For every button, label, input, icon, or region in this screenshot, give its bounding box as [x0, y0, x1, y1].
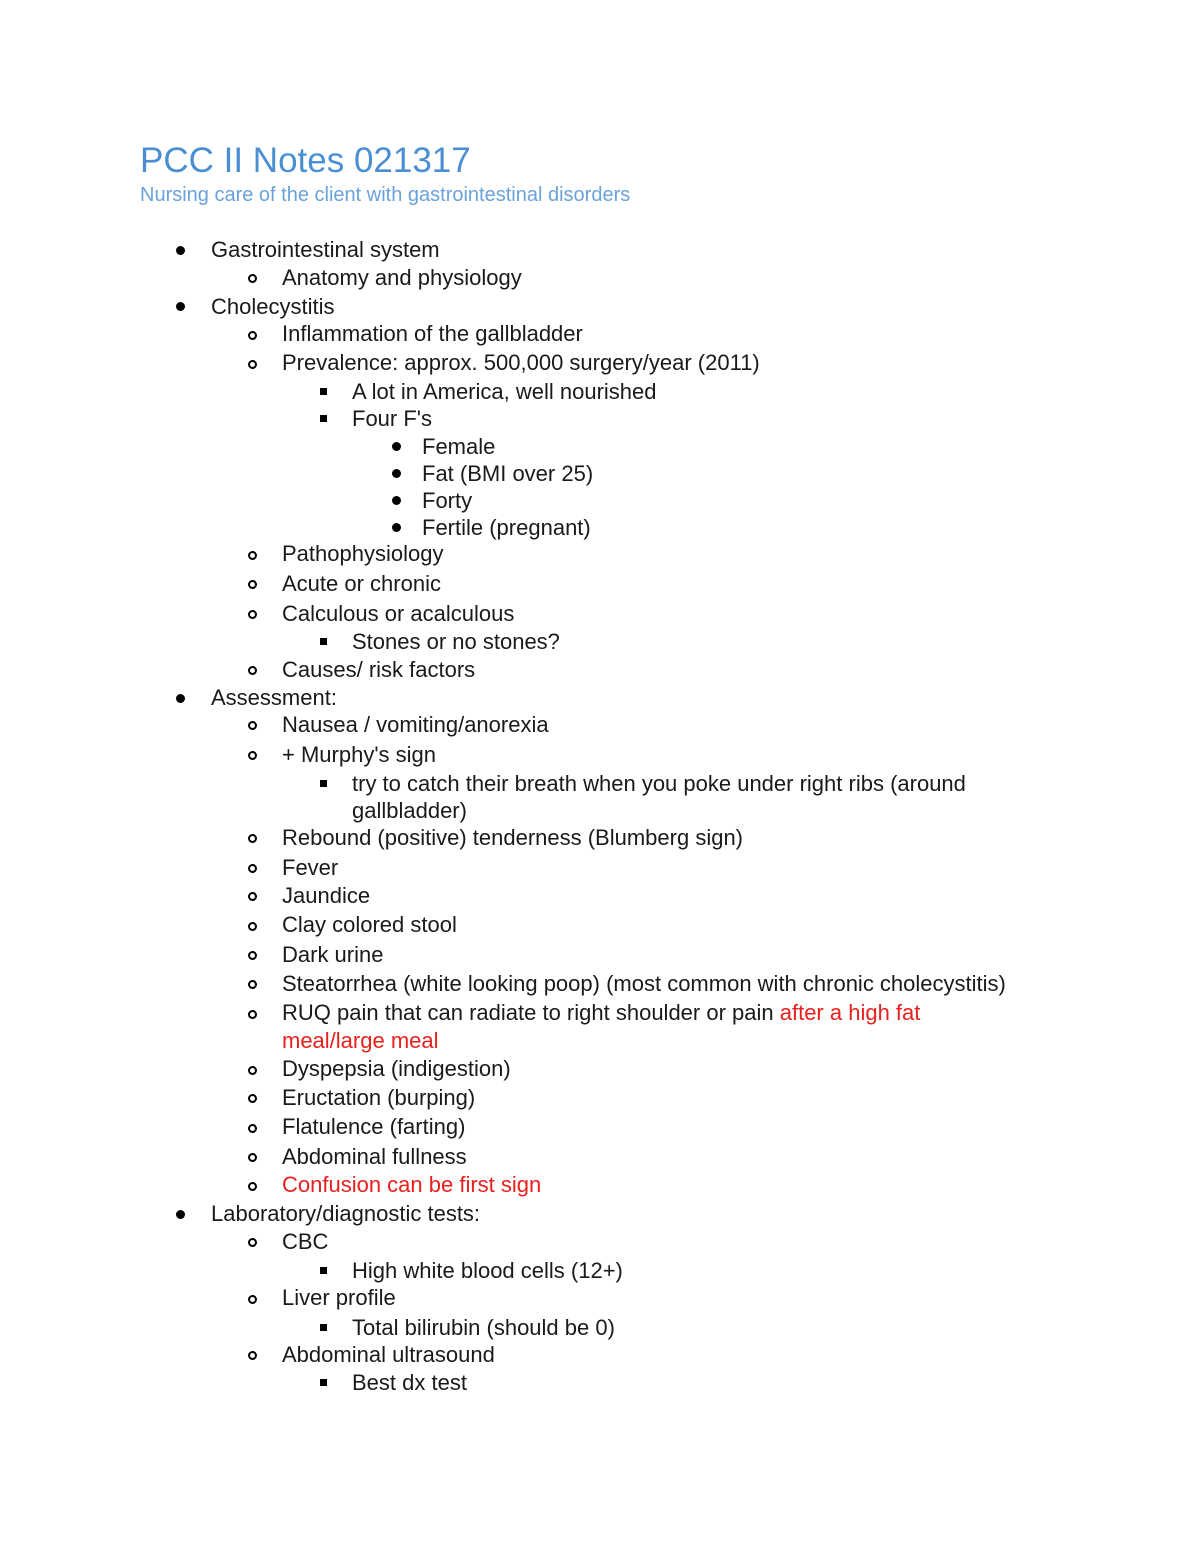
- list-item-white-blood-cells: High white blood cells (12+): [352, 1258, 623, 1283]
- list-item-america: A lot in America, well nourished: [352, 379, 657, 404]
- bullet-circle-icon: [248, 1066, 257, 1075]
- list-item-female: Female: [422, 434, 496, 459]
- list-item-anatomy: Anatomy and physiology: [282, 265, 522, 290]
- list-item-confusion: Confusion can be first sign: [282, 1172, 542, 1197]
- list-item-acute-chronic: Acute or chronic: [282, 571, 441, 596]
- bullet-circle-icon: [248, 1153, 257, 1162]
- bullet-circle-icon: [248, 666, 257, 675]
- ruq-pain-highlight: after a high fat: [779, 1000, 921, 1025]
- list-item-fat: Fat (BMI over 25): [422, 461, 594, 486]
- list-item-fever: Fever: [282, 855, 339, 880]
- bullet-circle-icon: [248, 834, 257, 843]
- bullet-disc-icon: [176, 302, 185, 311]
- bullet-disc-icon: [176, 1210, 185, 1219]
- bullet-square-icon: [320, 388, 327, 395]
- list-item-ruq-pain: [282, 1000, 920, 1026]
- list-item-best-test: Best dx test: [352, 1370, 467, 1395]
- list-item-bilirubin: Total bilirubin (should be 0): [352, 1315, 615, 1340]
- list-item-clay-stool: Clay colored stool: [282, 912, 457, 937]
- list-item-stones: Stones or no stones?: [352, 629, 560, 654]
- list-item-jaundice: Jaundice: [282, 883, 371, 908]
- list-item-calculous: Calculous or acalculous: [282, 601, 515, 626]
- list-item-rebound: Rebound (positive) tenderness (Blumberg sign): [282, 825, 744, 850]
- page-title: PCC II Notes 021317: [140, 141, 471, 180]
- list-item-four-fs: Four F's: [352, 406, 432, 431]
- bullet-disc-icon: [176, 246, 185, 255]
- list-item-murphys-sign: + Murphy's sign: [282, 742, 436, 767]
- bullet-circle-icon: [248, 980, 257, 989]
- list-item-gastrointestinal-system: Gastrointestinal system: [211, 237, 440, 262]
- bullet-disc-icon: [392, 442, 401, 451]
- bullet-circle-icon: [248, 1182, 257, 1191]
- bullet-disc-icon: [176, 694, 185, 703]
- bullet-circle-icon: [248, 751, 257, 760]
- list-item-ultrasound: Abdominal ultrasound: [282, 1342, 495, 1367]
- list-item-dark-urine: Dark urine: [282, 942, 384, 967]
- bullet-square-icon: [320, 1267, 327, 1274]
- list-item-fertile: Fertile (pregnant): [422, 515, 591, 540]
- bullet-circle-icon: [248, 864, 257, 873]
- bullet-circle-icon: [248, 1351, 257, 1360]
- list-item-assessment: Assessment:: [211, 685, 337, 710]
- list-item-causes: Causes/ risk factors: [282, 657, 476, 682]
- bullet-circle-icon: [248, 1010, 257, 1019]
- bullet-circle-icon: [248, 580, 257, 589]
- bullet-circle-icon: [248, 274, 257, 283]
- list-item-abdominal-fullness: Abdominal fullness: [282, 1144, 467, 1169]
- list-item-eructation: Eructation (burping): [282, 1085, 476, 1110]
- ruq-pain-highlight-continued: meal/large meal: [282, 1028, 439, 1053]
- ruq-pain-text: RUQ pain that can radiate to right shoulder or pain: [282, 1000, 780, 1025]
- bullet-square-icon: [320, 780, 327, 787]
- list-item-catch-breath-continued: gallbladder): [352, 798, 467, 823]
- bullet-disc-icon: [392, 523, 401, 532]
- list-item-pathophysiology: Pathophysiology: [282, 541, 444, 566]
- bullet-circle-icon: [248, 721, 257, 730]
- bullet-square-icon: [320, 415, 327, 422]
- list-item-prevalence: Prevalence: approx. 500,000 surgery/year (2011): [282, 350, 760, 375]
- list-item-catch-breath: try to catch their breath when you poke under right ribs (around: [352, 771, 966, 796]
- list-item-laboratory: Laboratory/diagnostic tests:: [211, 1201, 481, 1226]
- list-item-dyspepsia: Dyspepsia (indigestion): [282, 1056, 511, 1081]
- bullet-square-icon: [320, 638, 327, 645]
- bullet-circle-icon: [248, 1238, 257, 1247]
- list-item-steatorrhea: Steatorrhea (white looking poop) (most common with chronic cholecystitis): [282, 971, 1006, 996]
- list-item-nausea: Nausea / vomiting/anorexia: [282, 712, 549, 737]
- list-item-inflammation: Inflammation of the gallbladder: [282, 321, 583, 346]
- bullet-square-icon: [320, 1379, 327, 1386]
- bullet-circle-icon: [248, 951, 257, 960]
- bullet-circle-icon: [248, 1124, 257, 1133]
- list-item-flatulence: Flatulence (farting): [282, 1114, 466, 1139]
- bullet-circle-icon: [248, 360, 257, 369]
- bullet-circle-icon: [248, 551, 257, 560]
- bullet-circle-icon: [248, 331, 257, 340]
- bullet-disc-icon: [392, 469, 401, 478]
- bullet-disc-icon: [392, 496, 401, 505]
- list-item-cbc: CBC: [282, 1229, 329, 1254]
- bullet-circle-icon: [248, 892, 257, 901]
- bullet-square-icon: [320, 1324, 327, 1331]
- bullet-circle-icon: [248, 922, 257, 931]
- bullet-circle-icon: [248, 1094, 257, 1103]
- list-item-cholecystitis: Cholecystitis: [211, 294, 335, 319]
- list-item-liver-profile: Liver profile: [282, 1285, 396, 1310]
- page-subtitle: Nursing care of the client with gastrointestinal disorders: [140, 184, 631, 206]
- bullet-circle-icon: [248, 610, 257, 619]
- list-item-forty: Forty: [422, 488, 473, 513]
- bullet-circle-icon: [248, 1295, 257, 1304]
